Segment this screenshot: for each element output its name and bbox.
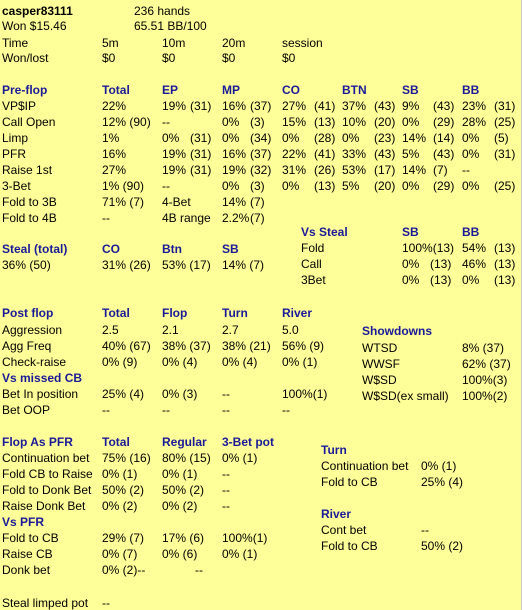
- showdown-label: W$SD(ex small): [362, 389, 449, 403]
- preflop-cell: 16%: [222, 147, 247, 161]
- preflop-cell: 5%: [342, 179, 360, 193]
- preflop-cell: 28%: [462, 115, 487, 129]
- vs-pfr-title: Vs PFR: [2, 515, 45, 529]
- preflop-row-label: Call Open: [2, 115, 56, 129]
- preflop-col-ep: EP: [162, 83, 179, 97]
- preflop-title: Pre-flop: [2, 83, 48, 97]
- postflop-row-label: Agg Freq: [2, 339, 52, 353]
- preflop-cell: 0%: [402, 179, 420, 193]
- flop-pfr-cell: 50% (2): [162, 483, 205, 497]
- vs-pfr-cell: 0% (2)--: [102, 563, 146, 577]
- vs-steal-title: Vs Steal: [301, 225, 348, 239]
- vs-pfr-cell: 17% (6): [162, 531, 205, 545]
- preflop-cell: 10%: [342, 115, 367, 129]
- preflop-cell: 19%: [162, 99, 187, 113]
- flop-pfr-cell: --: [222, 499, 230, 513]
- vs-steal-fold-bb: 54%: [462, 241, 487, 255]
- wonlost-10m: $0: [162, 51, 176, 65]
- preflop-cell: (29): [433, 179, 455, 193]
- period-20m: 20m: [222, 36, 246, 50]
- steal-limped-label: Steal limped pot: [2, 596, 89, 610]
- preflop-cell: 23%: [462, 99, 487, 113]
- flop-pfr-cell: --: [222, 467, 230, 481]
- preflop-cell: (37): [250, 147, 272, 161]
- missed-cb-cell: --: [282, 403, 290, 417]
- preflop-cell: 9%: [402, 99, 420, 113]
- flop-pfr-row-label: Fold CB to Raise: [2, 467, 93, 481]
- period-session: session: [282, 36, 323, 50]
- preflop-col-total: Total: [102, 83, 130, 97]
- preflop-cell: --: [462, 163, 470, 177]
- vs-pfr-cell: 0% (7): [102, 547, 138, 561]
- player-name: casper83111: [2, 4, 73, 18]
- preflop-cell: 0%: [462, 147, 480, 161]
- preflop-cell: (20): [374, 179, 396, 193]
- vs-pfr-cell: 29% (7): [102, 531, 145, 545]
- preflop-cell: (34): [250, 131, 272, 145]
- preflop-row-label: Raise 1st: [2, 163, 53, 177]
- time-label: Time: [2, 36, 29, 50]
- preflop-cell: (7): [250, 211, 265, 225]
- preflop-cell: 19%: [162, 147, 187, 161]
- preflop-cell: (13): [314, 179, 336, 193]
- missed-cb-cell: 100%(1): [282, 387, 328, 401]
- flop-pfr-cell: 0% (1): [222, 451, 258, 465]
- preflop-col-bb: BB: [462, 83, 480, 97]
- preflop-cell: 0%: [282, 131, 300, 145]
- hands-count: 236 hands: [134, 4, 191, 18]
- flop-pfr-cell: 0% (2): [102, 499, 138, 513]
- period-5m: 5m: [102, 36, 119, 50]
- showdown-label: W$SD: [362, 373, 397, 387]
- flop-pfr-cell: 75% (16): [102, 451, 151, 465]
- vs-steal-3bet-bb-n: (13): [494, 273, 516, 287]
- preflop-cell: --: [102, 211, 110, 225]
- preflop-cell: 14%: [402, 163, 427, 177]
- flop-pfr-cell: 50% (2): [102, 483, 145, 497]
- flop-pfr-cell: 0% (1): [162, 467, 198, 481]
- preflop-cell: (20): [374, 115, 396, 129]
- missed-cb-cell: --: [162, 403, 170, 417]
- preflop-cell: (3): [250, 115, 265, 129]
- preflop-cell: 0%: [402, 115, 420, 129]
- preflop-cell: (31): [190, 163, 212, 177]
- preflop-cell: --: [162, 115, 170, 129]
- vs-pfr-row-label: Raise CB: [2, 547, 53, 561]
- missed-cb-title: Vs missed CB: [2, 371, 83, 385]
- preflop-cell: (37): [250, 99, 272, 113]
- wonlost-label: Won/lost: [2, 51, 49, 65]
- showdowns-title: Showdowns: [362, 324, 432, 338]
- vs-pfr-cell: 0% (6): [162, 547, 198, 561]
- postflop-cell: 5.0: [282, 323, 299, 337]
- preflop-cell: (41): [314, 147, 336, 161]
- preflop-cell: 22%: [102, 99, 127, 113]
- preflop-cell: (41): [314, 99, 336, 113]
- preflop-row-label: Fold to 4B: [2, 211, 57, 225]
- vs-steal-3bet-bb: 0%: [462, 273, 480, 287]
- river-fold-cb-label: Fold to CB: [321, 539, 378, 553]
- vs-steal-3bet-label: 3Bet: [301, 273, 326, 287]
- preflop-cell: 14%: [222, 195, 247, 209]
- preflop-col-btn: BTN: [342, 83, 367, 97]
- postflop-cell: 2.7: [222, 323, 239, 337]
- steal-col-sb: SB: [222, 242, 239, 256]
- preflop-cell: 0%: [462, 179, 480, 193]
- preflop-cell: (25): [494, 115, 516, 129]
- vs-pfr-cell: 100%(1): [222, 531, 268, 545]
- vs-steal-call-bb: 46%: [462, 257, 487, 271]
- preflop-cell: (3): [250, 179, 265, 193]
- vs-steal-col-bb: BB: [462, 225, 480, 239]
- preflop-cell: (28): [314, 131, 336, 145]
- postflop-cell: 56% (9): [282, 339, 325, 353]
- missed-cb-cell: --: [222, 403, 230, 417]
- wonlost-5m: $0: [102, 51, 116, 65]
- missed-cb-cell: 0% (3): [162, 387, 198, 401]
- vs-pfr-cell: --: [195, 563, 203, 577]
- preflop-cell: (43): [374, 147, 396, 161]
- preflop-cell: (7): [250, 195, 265, 209]
- preflop-cell: 27%: [282, 99, 307, 113]
- vs-steal-fold-label: Fold: [301, 241, 325, 255]
- steal-col-co: CO: [102, 242, 120, 256]
- flop-pfr-row-label: Continuation bet: [2, 451, 90, 465]
- wonlost-session: $0: [282, 51, 296, 65]
- preflop-cell: 0%: [162, 131, 180, 145]
- bb-rate: 65.51 BB/100: [134, 19, 207, 33]
- preflop-cell: 5%: [402, 147, 420, 161]
- vs-steal-call-bb-n: (13): [494, 257, 516, 271]
- preflop-cell: (25): [494, 179, 516, 193]
- preflop-cell: (17): [374, 163, 396, 177]
- flop-pfr-col-total: Total: [102, 435, 130, 449]
- flop-pfr-cell: 0% (2): [162, 499, 198, 513]
- preflop-cell: (23): [374, 131, 396, 145]
- preflop-cell: 0%: [222, 131, 240, 145]
- preflop-cell: (14): [433, 131, 455, 145]
- preflop-cell: (13): [314, 115, 336, 129]
- showdown-value: 62% (37): [462, 357, 511, 371]
- preflop-cell: (31): [494, 99, 516, 113]
- steal-btn: 53% (17): [162, 258, 211, 272]
- vs-steal-call-label: Call: [301, 257, 322, 271]
- postflop-cell: 2.1: [162, 323, 179, 337]
- missed-cb-cell: 25% (4): [102, 387, 145, 401]
- postflop-cell: 40% (67): [102, 339, 151, 353]
- preflop-cell: 2.2%: [222, 211, 250, 225]
- preflop-cell: (43): [433, 99, 455, 113]
- preflop-cell: (32): [250, 163, 272, 177]
- turn-fold-cb-label: Fold to CB: [321, 475, 378, 489]
- preflop-cell: 14%: [402, 131, 427, 145]
- postflop-col-turn: Turn: [222, 306, 248, 320]
- preflop-cell: (31): [494, 147, 516, 161]
- preflop-cell: 0%: [222, 115, 240, 129]
- steal-limped-value: --: [102, 596, 110, 610]
- postflop-col-total: Total: [102, 306, 130, 320]
- vs-pfr-cell: 0% (1): [222, 547, 258, 561]
- flop-pfr-col-3bet: 3-Bet pot: [222, 435, 274, 449]
- river-fold-cb-value: 50% (2): [421, 539, 464, 553]
- preflop-cell: 0%: [282, 179, 300, 193]
- preflop-cell: 1%: [102, 131, 120, 145]
- preflop-cell: (31): [190, 147, 212, 161]
- postflop-cell: 0% (4): [222, 355, 258, 369]
- preflop-row-label: PFR: [2, 147, 26, 161]
- preflop-cell: 33%: [342, 147, 367, 161]
- preflop-cell: 16%: [222, 99, 247, 113]
- preflop-cell: 4B range: [162, 211, 211, 225]
- preflop-cell: 0%: [462, 131, 480, 145]
- preflop-col-sb: SB: [402, 83, 419, 97]
- preflop-row-label: Limp: [2, 131, 29, 145]
- vs-steal-call-sb: 0%: [402, 257, 420, 271]
- preflop-cell: (5): [494, 131, 509, 145]
- turn-title: Turn: [321, 443, 347, 457]
- preflop-col-mp: MP: [222, 83, 240, 97]
- steal-title: Steal (total): [2, 242, 68, 256]
- vs-pfr-row-label: Fold to CB: [2, 531, 59, 545]
- vs-steal-3bet-sb-n: (13): [430, 273, 452, 287]
- preflop-row-label: Fold to 3B: [2, 195, 57, 209]
- preflop-cell: (29): [433, 115, 455, 129]
- preflop-cell: (7): [433, 163, 448, 177]
- turn-cbet-value: 0% (1): [421, 459, 457, 473]
- showdown-value: 100%(3): [462, 373, 508, 387]
- preflop-cell: 31%: [282, 163, 307, 177]
- missed-cb-cell: --: [102, 403, 110, 417]
- won-amount: Won $15.46: [2, 19, 67, 33]
- preflop-cell: (26): [314, 163, 336, 177]
- postflop-title: Post flop: [2, 306, 54, 320]
- preflop-cell: 27%: [102, 163, 127, 177]
- steal-col-btn: Btn: [162, 242, 182, 256]
- preflop-cell: (43): [374, 99, 396, 113]
- preflop-cell: 71% (7): [102, 195, 145, 209]
- preflop-cell: --: [162, 179, 170, 193]
- preflop-cell: 0%: [222, 179, 240, 193]
- postflop-cell: 0% (1): [282, 355, 318, 369]
- preflop-cell: 12% (90): [102, 115, 151, 129]
- period-10m: 10m: [162, 36, 186, 50]
- steal-sb: 14% (7): [222, 258, 265, 272]
- turn-cbet-label: Continuation bet: [321, 459, 409, 473]
- preflop-cell: 1% (90): [102, 179, 145, 193]
- preflop-cell: 37%: [342, 99, 367, 113]
- vs-steal-call-sb-n: (13): [430, 257, 452, 271]
- wonlost-20m: $0: [222, 51, 236, 65]
- preflop-cell: 16%: [102, 147, 127, 161]
- vs-pfr-row-label: Donk bet: [2, 563, 51, 577]
- preflop-row-label: VP$IP: [2, 99, 37, 113]
- postflop-col-flop: Flop: [162, 306, 188, 320]
- postflop-cell: 0% (9): [102, 355, 138, 369]
- preflop-cell: (43): [433, 147, 455, 161]
- postflop-cell: 0% (4): [162, 355, 198, 369]
- preflop-cell: 53%: [342, 163, 367, 177]
- turn-fold-cb-value: 25% (4): [421, 475, 464, 489]
- flop-pfr-cell: --: [222, 483, 230, 497]
- vs-steal-col-sb: SB: [402, 225, 419, 239]
- preflop-cell: 19%: [162, 163, 187, 177]
- vs-steal-3bet-sb: 0%: [402, 273, 420, 287]
- river-title: River: [321, 507, 352, 521]
- flop-pfr-title: Flop As PFR: [2, 435, 73, 449]
- missed-cb-row-label: Bet In position: [2, 387, 79, 401]
- postflop-col-river: River: [282, 306, 313, 320]
- river-cbet-label: Cont bet: [321, 523, 367, 537]
- flop-pfr-col-regular: Regular: [162, 435, 207, 449]
- flop-pfr-row-label: Raise Donk Bet: [2, 499, 86, 513]
- vs-steal-fold-bb-n: (13): [494, 241, 516, 255]
- preflop-cell: 22%: [282, 147, 307, 161]
- missed-cb-row-label: Bet OOP: [2, 403, 51, 417]
- showdown-label: WWSF: [362, 357, 400, 371]
- preflop-cell: 4-Bet: [162, 195, 191, 209]
- showdown-value: 8% (37): [462, 341, 505, 355]
- preflop-cell: (31): [190, 131, 212, 145]
- steal-total: 36% (50): [2, 258, 51, 272]
- flop-pfr-row-label: Fold to Donk Bet: [2, 483, 92, 497]
- preflop-row-label: 3-Bet: [2, 179, 31, 193]
- showdown-label: WTSD: [362, 341, 398, 355]
- preflop-cell: 0%: [342, 131, 360, 145]
- postflop-row-label: Check-raise: [2, 355, 67, 369]
- river-cbet-value: --: [421, 523, 429, 537]
- steal-co: 31% (26): [102, 258, 151, 272]
- preflop-col-co: CO: [282, 83, 300, 97]
- showdown-value: 100%(2): [462, 389, 508, 403]
- postflop-row-label: Aggression: [2, 323, 63, 337]
- preflop-cell: 15%: [282, 115, 307, 129]
- preflop-cell: 19%: [222, 163, 247, 177]
- flop-pfr-cell: 80% (15): [162, 451, 211, 465]
- postflop-cell: 2.5: [102, 323, 119, 337]
- missed-cb-cell: --: [222, 387, 230, 401]
- vs-steal-fold-sb: 100%(13): [402, 241, 455, 255]
- postflop-cell: 38% (37): [162, 339, 211, 353]
- postflop-cell: 38% (21): [222, 339, 271, 353]
- preflop-cell: (31): [190, 99, 212, 113]
- flop-pfr-cell: 0% (1): [102, 467, 138, 481]
